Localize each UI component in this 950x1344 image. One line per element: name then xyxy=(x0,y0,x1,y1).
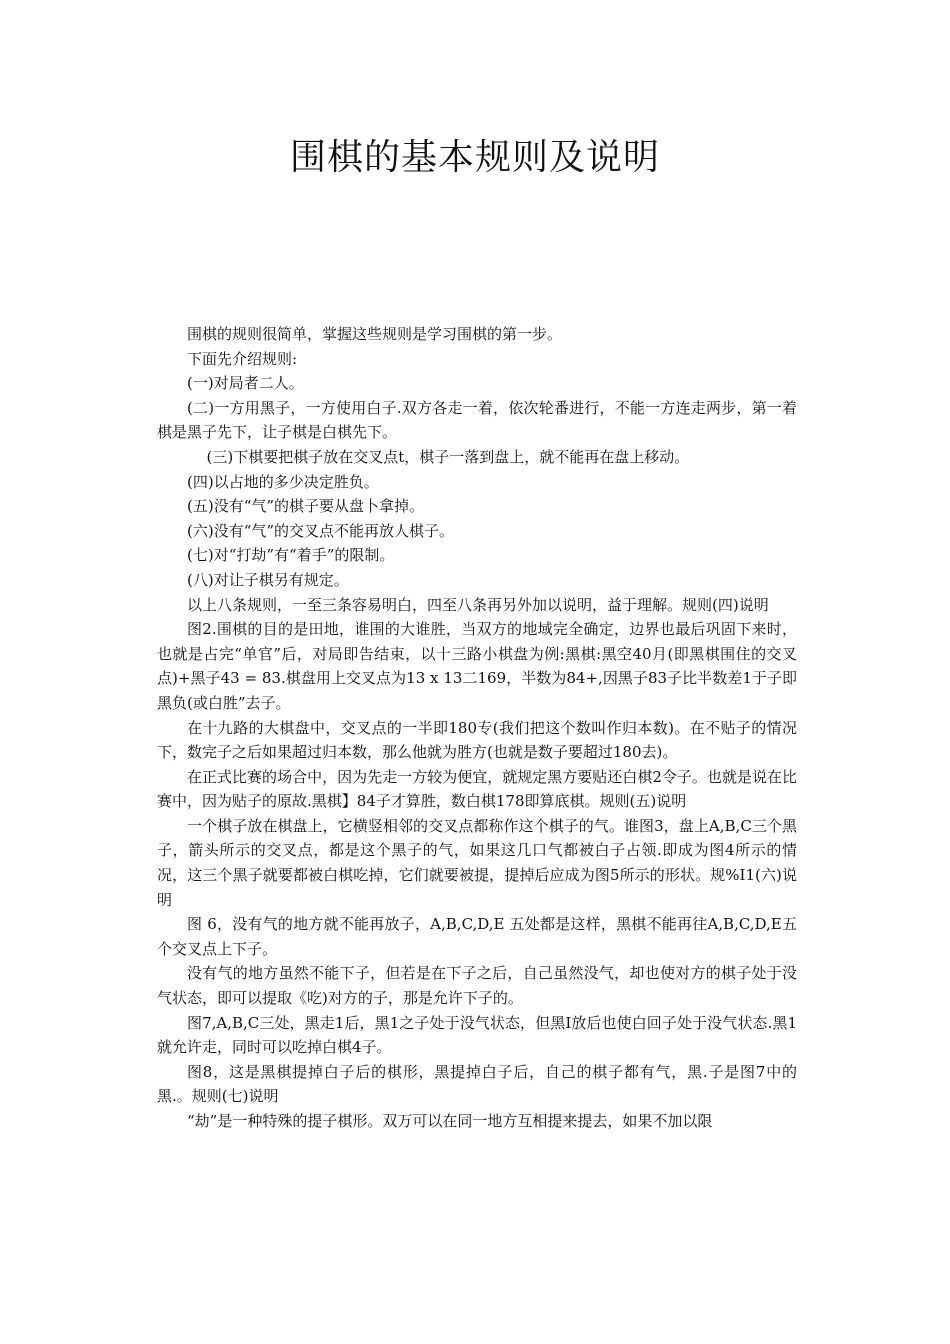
paragraph-capture-exception: 没有气的地方虽然不能下子，但若是在下子之后，自己虽然没气，却也使对方的棋子处于没气状态，即可以提取《吃)对方的子，那是允许下子的。 xyxy=(157,964,797,1008)
paragraph-ko: “劫”是一种特殊的提子棋形。双万可以在同一地方互相提来提去，如果不加以限 xyxy=(187,1112,713,1130)
paragraph-intro: 围棋的规则很简单，掌握这些规则是学习围棋的第一步。 xyxy=(187,325,563,343)
paragraph-figure-8: 图8，这是黑棋提掉白子后的棋形，黑提掉白子后，自己的棋子都有气，黑.子是图7中的黑.。规则(七)说明 xyxy=(157,1062,797,1106)
paragraph-rules-summary: 以上八条规则，一至三条容易明白，四至八条再另外加以说明，益于理解。规则(四)说明 xyxy=(187,595,769,614)
paragraph-komi: 在正式比赛的场合中，因为先走一方较为便宜，就规定黑方要贴还白棋2令子。也就是说在比赛中，因为贴子的原故.黑棋】84子才算胜，数白棋178即算底棋。规则(五)说明 xyxy=(157,767,797,811)
paragraph-rule-7: (七)对“打劫”有“着手”的限制。 xyxy=(187,546,395,565)
paragraph-figure-7: 图7,A,B,C三处，黑走1后，黑1之子处于没气状态，但黑I放后也使白回子处于没气状态.黑1就允许走，同时可以吃掉白棋4子。 xyxy=(157,1013,797,1057)
document-title: 围棋的基本规则及说明 xyxy=(289,137,660,178)
paragraph-rule-5: (五)没有“气”的棋子要从盘卜拿掉。 xyxy=(187,497,425,516)
paragraph-rule-4: (四)以占地的多少决定胜负。 xyxy=(187,472,379,491)
paragraph-rule-8: (八)对让子棋另有规定。 xyxy=(187,570,349,589)
paragraph-rule-2: (二)一方用黑子，一方使用白子.双方各走一着，依次轮番进行，不能一方连走两步，第一着棋是黑子先下，让子棋是白棋先下。 xyxy=(157,398,797,442)
document-body xyxy=(157,322,797,1134)
paragraph-figure-2: 图2.围棋的目的是田地，谁围的大谁胜，当双方的地域完全确定，边界也最后巩固下来时，也就是占完“单官”后，对局即告结束，以十三路小棋盘为例:黑棋:黑空40月(即黑棋围住的交叉点)+黑子43 = 83.棋盘用上交叉点为13 x 13二169，半数为84+,因黑子83子比半数差1于子即黑负(或白胜”去子。 xyxy=(157,620,797,712)
paragraph-nineteen-line-board: 在十九路的大棋盘中，交叉点的一半即180专(我们把这个数叫作归本数)。在不贴子的情况下，数完子之后如果超过归本数，那么他就为胜方(也就是数子要超过180去)。 xyxy=(157,718,797,762)
paragraph-rules-heading: 下面先介绍规则: xyxy=(187,349,298,368)
paragraph-rule-6: (六)没有“气”的交叉点不能再放人棋子。 xyxy=(187,521,455,540)
paragraph-rule-1: (一)对局者二人。 xyxy=(187,374,304,393)
paragraph-figure-6: 图 6，没有气的地方就不能再放子，A,B,C,D,E 五处都是这样，黑棋不能再往A,B,C,D,E五个交叉点上下子。 xyxy=(157,915,797,958)
paragraph-rule-3: (三)下棋要把棋子放在交叉点t，棋子一落到盘上，就不能再在盘上移动。 xyxy=(206,447,690,466)
paragraph-liberties: 一个棋子放在棋盘上，它横竖相邻的交叉点都称作这个棋子的气。谁图3，盘上A,B,C三个黑子，箭头所示的交叉点，都是这个黑子的气，如果这几口气都被白子占领.即成为图4所示的情况，这三个黑子就要都被白棋吃掉，它们就要被提，提掉后应成为图5所示的形状。规%I1(六)说明 xyxy=(157,816,797,909)
